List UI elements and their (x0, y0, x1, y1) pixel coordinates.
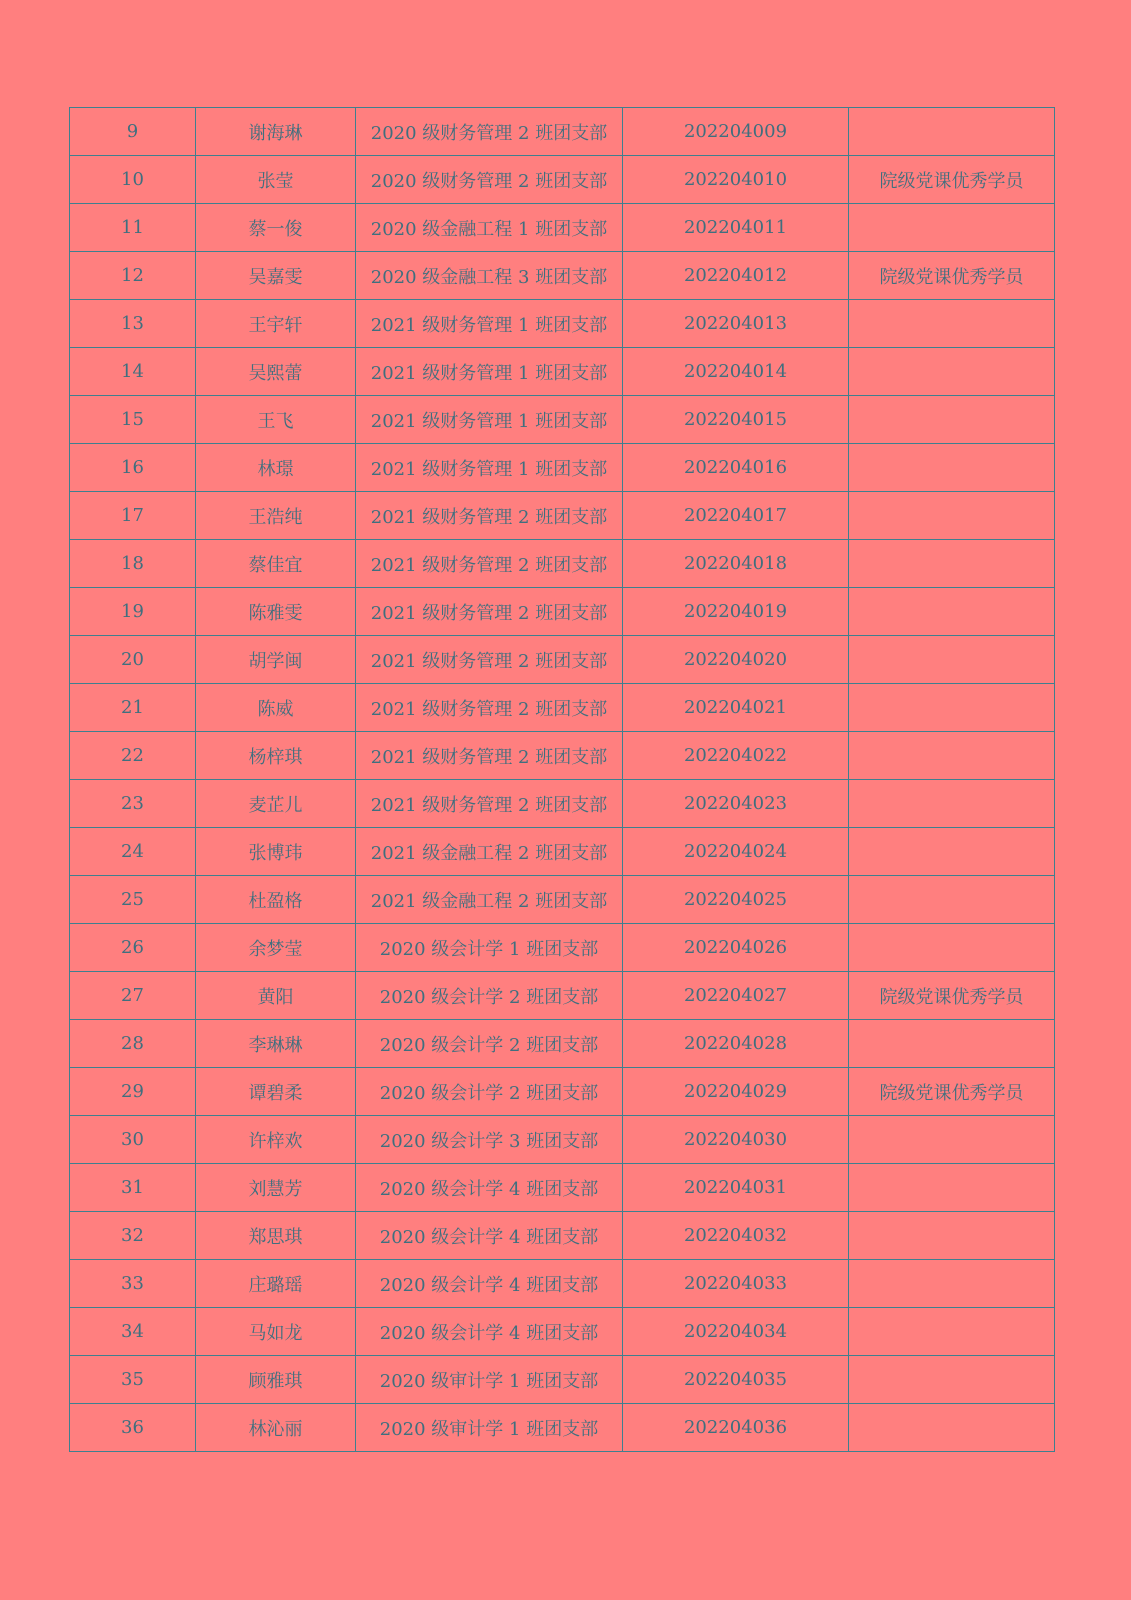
student-id-cell: 202204036 (623, 1404, 849, 1452)
note-cell (849, 1116, 1055, 1164)
name-cell: 谭碧柔 (196, 1068, 356, 1116)
row-number-cell: 26 (70, 924, 196, 972)
note-cell: 院级党课优秀学员 (849, 1068, 1055, 1116)
name-cell: 余梦莹 (196, 924, 356, 972)
student-id-cell: 202204015 (623, 396, 849, 444)
student-id-cell: 202204028 (623, 1020, 849, 1068)
row-number-cell: 32 (70, 1212, 196, 1260)
name-cell: 李琳琳 (196, 1020, 356, 1068)
name-cell: 张博玮 (196, 828, 356, 876)
branch-cell: 2021 级财务管理 1 班团支部 (356, 348, 623, 396)
note-cell (849, 924, 1055, 972)
table-row (70, 1356, 1055, 1404)
name-cell: 杜盈格 (196, 876, 356, 924)
note-cell (849, 684, 1055, 732)
student-id-cell: 202204013 (623, 300, 849, 348)
row-number-cell: 24 (70, 828, 196, 876)
name-cell: 胡学闽 (196, 636, 356, 684)
name-cell: 庄璐瑶 (196, 1260, 356, 1308)
table-row (70, 684, 1055, 732)
row-number-cell: 19 (70, 588, 196, 636)
note-cell: 院级党课优秀学员 (849, 972, 1055, 1020)
branch-cell: 2020 级审计学 1 班团支部 (356, 1404, 623, 1452)
table-row (70, 300, 1055, 348)
name-cell: 马如龙 (196, 1308, 356, 1356)
note-cell (849, 588, 1055, 636)
name-cell: 吴嘉雯 (196, 252, 356, 300)
student-id-cell: 202204019 (623, 588, 849, 636)
name-cell: 林璟 (196, 444, 356, 492)
student-id-cell: 202204020 (623, 636, 849, 684)
student-id-cell: 202204010 (623, 156, 849, 204)
branch-cell: 2021 级财务管理 2 班团支部 (356, 588, 623, 636)
table-row (70, 108, 1055, 156)
note-cell (849, 204, 1055, 252)
table-row (70, 156, 1055, 204)
row-number-cell: 28 (70, 1020, 196, 1068)
row-number-cell: 9 (70, 108, 196, 156)
table-row (70, 780, 1055, 828)
note-cell (849, 1308, 1055, 1356)
student-id-cell: 202204022 (623, 732, 849, 780)
branch-cell: 2020 级财务管理 2 班团支部 (356, 156, 623, 204)
student-id-cell: 202204035 (623, 1356, 849, 1404)
name-cell: 许梓欢 (196, 1116, 356, 1164)
name-cell: 黄阳 (196, 972, 356, 1020)
note-cell (849, 348, 1055, 396)
name-cell: 谢海琳 (196, 108, 356, 156)
row-number-cell: 34 (70, 1308, 196, 1356)
student-id-cell: 202204024 (623, 828, 849, 876)
branch-cell: 2020 级会计学 4 班团支部 (356, 1308, 623, 1356)
name-cell: 林沁丽 (196, 1404, 356, 1452)
branch-cell: 2021 级财务管理 2 班团支部 (356, 636, 623, 684)
note-cell: 院级党课优秀学员 (849, 156, 1055, 204)
row-number-cell: 18 (70, 540, 196, 588)
note-cell (849, 108, 1055, 156)
row-number-cell: 23 (70, 780, 196, 828)
table-row (70, 252, 1055, 300)
row-number-cell: 35 (70, 1356, 196, 1404)
student-id-cell: 202204018 (623, 540, 849, 588)
student-id-cell: 202204033 (623, 1260, 849, 1308)
branch-cell: 2020 级会计学 2 班团支部 (356, 1068, 623, 1116)
table-row (70, 540, 1055, 588)
branch-cell: 2020 级会计学 3 班团支部 (356, 1116, 623, 1164)
branch-cell: 2021 级财务管理 2 班团支部 (356, 540, 623, 588)
row-number-cell: 33 (70, 1260, 196, 1308)
table-row (70, 1308, 1055, 1356)
branch-cell: 2020 级会计学 4 班团支部 (356, 1164, 623, 1212)
branch-cell: 2020 级金融工程 3 班团支部 (356, 252, 623, 300)
row-number-cell: 25 (70, 876, 196, 924)
table-row (70, 588, 1055, 636)
table-row (70, 444, 1055, 492)
row-number-cell: 36 (70, 1404, 196, 1452)
note-cell (849, 636, 1055, 684)
branch-cell: 2021 级金融工程 2 班团支部 (356, 828, 623, 876)
name-cell: 蔡佳宜 (196, 540, 356, 588)
note-cell (849, 396, 1055, 444)
student-id-cell: 202204014 (623, 348, 849, 396)
branch-cell: 2021 级财务管理 2 班团支部 (356, 732, 623, 780)
branch-cell: 2020 级会计学 2 班团支部 (356, 1020, 623, 1068)
table-row (70, 924, 1055, 972)
row-number-cell: 14 (70, 348, 196, 396)
table-row (70, 1260, 1055, 1308)
name-cell: 张莹 (196, 156, 356, 204)
note-cell (849, 732, 1055, 780)
table-row (70, 828, 1055, 876)
row-number-cell: 31 (70, 1164, 196, 1212)
note-cell (849, 1260, 1055, 1308)
row-number-cell: 20 (70, 636, 196, 684)
student-id-cell: 202204016 (623, 444, 849, 492)
student-id-cell: 202204029 (623, 1068, 849, 1116)
table-row (70, 1212, 1055, 1260)
note-cell: 院级党课优秀学员 (849, 252, 1055, 300)
student-id-cell: 202204011 (623, 204, 849, 252)
table-row (70, 1404, 1055, 1452)
table-row (70, 348, 1055, 396)
table-row (70, 1116, 1055, 1164)
table-row (70, 636, 1055, 684)
table-row (70, 1068, 1055, 1116)
student-id-cell: 202204023 (623, 780, 849, 828)
table-row (70, 732, 1055, 780)
row-number-cell: 27 (70, 972, 196, 1020)
student-id-cell: 202204031 (623, 1164, 849, 1212)
table-row (70, 1020, 1055, 1068)
table-row (70, 972, 1055, 1020)
name-cell: 王宇轩 (196, 300, 356, 348)
branch-cell: 2020 级财务管理 2 班团支部 (356, 108, 623, 156)
branch-cell: 2020 级会计学 1 班团支部 (356, 924, 623, 972)
note-cell (849, 1020, 1055, 1068)
name-cell: 王浩纯 (196, 492, 356, 540)
student-id-cell: 202204021 (623, 684, 849, 732)
note-cell (849, 1404, 1055, 1452)
branch-cell: 2021 级财务管理 1 班团支部 (356, 444, 623, 492)
branch-cell: 2021 级财务管理 2 班团支部 (356, 684, 623, 732)
name-cell: 蔡一俊 (196, 204, 356, 252)
name-cell: 顾雅琪 (196, 1356, 356, 1404)
student-id-cell: 202204034 (623, 1308, 849, 1356)
member-table (69, 107, 1055, 1452)
name-cell: 陈威 (196, 684, 356, 732)
row-number-cell: 13 (70, 300, 196, 348)
note-cell (849, 540, 1055, 588)
branch-cell: 2021 级财务管理 2 班团支部 (356, 492, 623, 540)
row-number-cell: 16 (70, 444, 196, 492)
student-id-cell: 202204026 (623, 924, 849, 972)
student-id-cell: 202204012 (623, 252, 849, 300)
branch-cell: 2021 级财务管理 2 班团支部 (356, 780, 623, 828)
name-cell: 杨梓琪 (196, 732, 356, 780)
branch-cell: 2021 级财务管理 1 班团支部 (356, 300, 623, 348)
note-cell (849, 300, 1055, 348)
row-number-cell: 21 (70, 684, 196, 732)
name-cell: 陈雅雯 (196, 588, 356, 636)
row-number-cell: 29 (70, 1068, 196, 1116)
name-cell: 刘慧芳 (196, 1164, 356, 1212)
table-row (70, 204, 1055, 252)
table-row (70, 1164, 1055, 1212)
row-number-cell: 11 (70, 204, 196, 252)
name-cell: 麦芷儿 (196, 780, 356, 828)
note-cell (849, 444, 1055, 492)
member-table-container (69, 107, 1054, 1452)
note-cell (849, 1356, 1055, 1404)
branch-cell: 2020 级会计学 4 班团支部 (356, 1260, 623, 1308)
table-row (70, 876, 1055, 924)
row-number-cell: 22 (70, 732, 196, 780)
row-number-cell: 10 (70, 156, 196, 204)
note-cell (849, 1212, 1055, 1260)
branch-cell: 2020 级会计学 2 班团支部 (356, 972, 623, 1020)
branch-cell: 2020 级金融工程 1 班团支部 (356, 204, 623, 252)
row-number-cell: 12 (70, 252, 196, 300)
branch-cell: 2021 级金融工程 2 班团支部 (356, 876, 623, 924)
table-row (70, 492, 1055, 540)
name-cell: 王飞 (196, 396, 356, 444)
table-row (70, 396, 1055, 444)
name-cell: 吴熙蕾 (196, 348, 356, 396)
student-id-cell: 202204017 (623, 492, 849, 540)
branch-cell: 2020 级审计学 1 班团支部 (356, 1356, 623, 1404)
row-number-cell: 17 (70, 492, 196, 540)
note-cell (849, 1164, 1055, 1212)
student-id-cell: 202204032 (623, 1212, 849, 1260)
row-number-cell: 15 (70, 396, 196, 444)
student-id-cell: 202204009 (623, 108, 849, 156)
member-table-body (70, 108, 1055, 1452)
note-cell (849, 876, 1055, 924)
student-id-cell: 202204027 (623, 972, 849, 1020)
note-cell (849, 828, 1055, 876)
name-cell: 郑思琪 (196, 1212, 356, 1260)
branch-cell: 2021 级财务管理 1 班团支部 (356, 396, 623, 444)
student-id-cell: 202204030 (623, 1116, 849, 1164)
row-number-cell: 30 (70, 1116, 196, 1164)
student-id-cell: 202204025 (623, 876, 849, 924)
note-cell (849, 780, 1055, 828)
branch-cell: 2020 级会计学 4 班团支部 (356, 1212, 623, 1260)
note-cell (849, 492, 1055, 540)
